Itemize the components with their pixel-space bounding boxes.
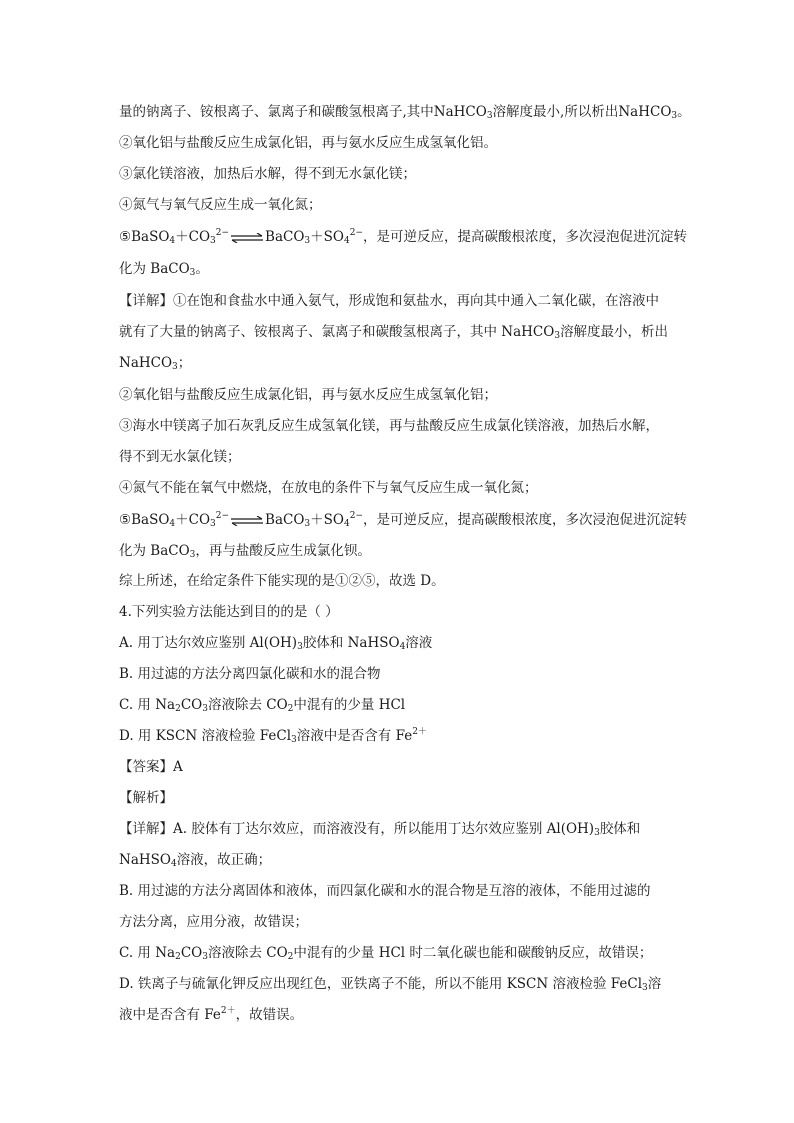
equation-line: $⑤BaSO_4+CO_3^{2-}$ $BaCO_3+SO_4^{2-}$，是可逆反应，提高碳酸根浓度，多次浸泡促进沉淀转 [119, 228, 687, 246]
option-d: D. 用 KSCN 溶液检验 FeCl$_3$溶液中是否含有 $Fe^{2+}$ [119, 727, 427, 745]
text-line: 得不到无水氯化镁； [119, 449, 241, 465]
option-b: B. 用过滤的方法分离四氯化碳和水的混合物 [119, 666, 381, 682]
equilibrium-arrow-icon [230, 233, 264, 243]
option-a: A. 用丁达尔效应鉴别 $Al(OH)_3$胶体和 NaHSO$_4$溶液 [119, 635, 433, 652]
text-line: C. 用 $Na_2CO_3$溶液除去 $CO_2$中混有的少量 HCl 时二氧化碳也能和碳酸钠反应，故错误； [119, 945, 653, 962]
text-line: ④氮气不能在氧气中燃烧，在放电的条件下与氧气反应生成一氧化氮； [119, 480, 538, 496]
text-line: ②氧化铝与盐酸反应生成氯化铝，再与氨水反应生成氢氧化铝。 [119, 135, 497, 151]
text-line: ④氮气与氧气反应生成一氧化氮； [119, 197, 322, 213]
question-stem: 4.下列实验方法能达到目的的是（ ） [119, 604, 339, 620]
answer-line: 【答案】A [119, 759, 183, 775]
equation-line: $⑤BaSO_4+CO_3^{2-}$ $BaCO_3+SO_4^{2-}$，是可逆反应，提高碳酸根浓度，多次浸泡促进沉淀转 [119, 511, 687, 529]
equilibrium-arrow-icon [230, 516, 264, 526]
text-line: ③氯化镁溶液，加热后水解，得不到无水氯化镁； [119, 166, 416, 182]
text-line: 【详解】A. 胶体有丁达尔效应，而溶液没有，所以能用丁达尔效应鉴别 $Al(OH)_3$胶体和 [119, 821, 641, 838]
analysis-heading: 【解析】 [119, 790, 173, 806]
text-line: NaHCO$_3$； [119, 355, 192, 372]
text-line: 化为 BaCO$_3$，再与盐酸反应生成氯化钡。 [119, 543, 371, 560]
text-line: ②氧化铝与盐酸反应生成氯化铝，再与氨水反应生成氢氧化铝； [119, 387, 497, 403]
text-line: NaHSO$_4$溶液，故正确； [119, 852, 272, 869]
text-line: B. 用过滤的方法分离固体和液体，而四氯化碳和水的混合物是互溶的液体，不能用过滤的 [119, 883, 651, 899]
text-line: 就有了大量的钠离子、铵根离子、氯离子和碳酸氢根离子，其中 NaHCO$_3$溶解度最小，析出 [119, 324, 669, 341]
text-line: D. 铁离子与硫氰化钾反应出现红色，亚铁离子不能，所以不能用 KSCN 溶液检验 FeCl$_3$溶 [119, 976, 662, 993]
text-line: 综上所述，在给定条件下能实现的是①②⑤，故选 D。 [119, 573, 445, 589]
text-line: ③海水中镁离子加石灰乳反应生成氢氧化镁，再与盐酸反应生成氯化镁溶液，加热后水解， [119, 418, 659, 434]
text-line: 【详解】①在饱和食盐水中通入氨气，形成饱和氨盐水，再向其中通入二氧化碳，在溶液中 [119, 293, 659, 309]
text-line: 液中是否含有 $Fe^{2+}$，故错误。 [119, 1006, 304, 1023]
option-c: C. 用 $Na_2CO_3$溶液除去 $CO_2$中混有的少量 HCl [119, 697, 406, 714]
text-line: 化为 BaCO$_3$。 [119, 261, 209, 278]
text-line: 方法分离，应用分液，故错误； [119, 914, 308, 930]
text-line: 量的钠离子、铵根离子、氯离子和碳酸氢根离子,其中NaHCO$_3$溶解度最小,所以析出NaHCO$_3$。 [119, 104, 691, 121]
